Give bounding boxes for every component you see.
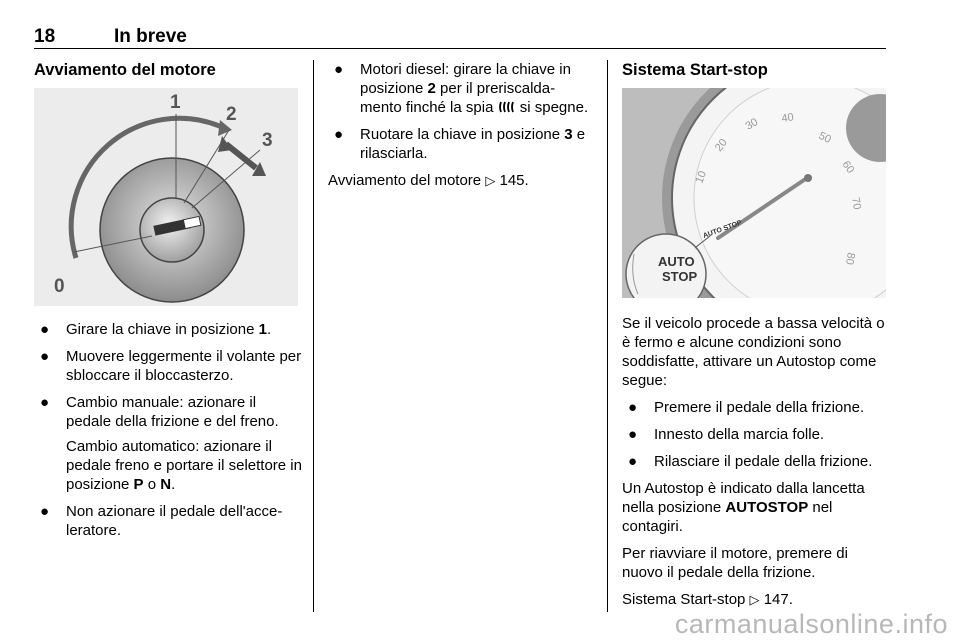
text: Rilasciare il pedale della frizione. xyxy=(654,453,873,470)
text: Innesto della marcia folle. xyxy=(654,426,825,443)
position-label: 3 xyxy=(262,130,273,151)
zoom-autostop-label: STOP xyxy=(662,269,698,284)
text: si spegne. xyxy=(515,99,589,116)
bold-text: 2 xyxy=(427,80,436,97)
glow-plug-icon xyxy=(498,100,516,114)
cross-reference[interactable] xyxy=(328,171,592,190)
reference-arrow-icon: ▷ xyxy=(749,592,760,607)
scale-label: 80 xyxy=(842,251,857,266)
tachometer-illustration xyxy=(622,88,886,298)
autostop-steps-list xyxy=(622,398,890,471)
text: Cambio manuale: azionare il pedale della frizione e del freno. xyxy=(66,394,279,430)
text: Cambio automatico: azionare il pedale freno e portare il selettore in posizione xyxy=(66,438,302,493)
scale-label: 70 xyxy=(849,196,863,211)
text: e rilasciarla. xyxy=(360,126,586,162)
text: Sistema Start-stop xyxy=(622,591,750,608)
page-number: 18 xyxy=(34,26,56,47)
bullet: ● xyxy=(40,503,50,520)
column-3 xyxy=(622,60,890,617)
list-item xyxy=(622,452,890,471)
text: . xyxy=(266,321,272,338)
position-label: 1 xyxy=(170,92,181,113)
watermark: carmanualsonline.info xyxy=(674,609,948,639)
bullet: ● xyxy=(628,399,638,416)
text: Non azionare il pedale dell'acce- leratore. xyxy=(66,503,283,539)
text: per il preriscalda- mento finché la spia xyxy=(360,80,556,116)
scale-label: 60 xyxy=(839,158,857,176)
list-item xyxy=(622,425,890,444)
list-item xyxy=(328,60,592,117)
bold-text: AUTOSTOP xyxy=(725,499,809,516)
heading-engine-start: Avviamento del motore xyxy=(34,61,216,79)
autostop-indicator-text xyxy=(622,479,890,536)
scale-label: 50 xyxy=(816,129,833,146)
start-steps-list xyxy=(34,320,302,431)
list-item xyxy=(34,320,302,339)
list-item xyxy=(34,347,302,385)
page-header xyxy=(34,22,886,49)
autostop-scale-label: AUTO STOP xyxy=(702,219,743,240)
column-divider xyxy=(607,60,608,612)
position-label: 2 xyxy=(226,104,237,125)
column-2 xyxy=(328,60,592,198)
column-1 xyxy=(34,60,302,548)
heading-start-stop: Sistema Start-stop xyxy=(622,61,768,79)
text: . xyxy=(524,172,529,189)
text: Muovere leggermente il volante per sbloccare il bloccasterzo. xyxy=(66,348,302,384)
text: nel contagiri. xyxy=(622,499,833,535)
ignition-switch-figure xyxy=(34,88,298,306)
scale-label: 40 xyxy=(780,111,795,125)
diesel-steps-list xyxy=(328,60,592,163)
text: Girare la chiave in posizione xyxy=(66,321,259,338)
automatic-transmission-note xyxy=(34,437,302,494)
text: o xyxy=(143,476,161,493)
scale-label: 10 xyxy=(693,169,710,186)
start-steps-list-cont xyxy=(34,502,302,540)
zoom-autostop-label: AUTO xyxy=(658,254,695,269)
text: Ruotare la chiave in posizione xyxy=(360,126,565,143)
text: Motori diesel: girare la chiave in posizione xyxy=(360,61,571,97)
list-item xyxy=(328,125,592,163)
list-item xyxy=(34,502,302,540)
tachometer-figure xyxy=(622,88,886,298)
autostop-intro: Se il veicolo procede a bassa velocità o è fermo e alcune condizioni sono soddisfatte, attivare un Autostop come segue: xyxy=(622,315,885,389)
bold-text: P xyxy=(133,476,144,493)
reference-arrow-icon: ▷ xyxy=(485,173,496,188)
scale-label: 30 xyxy=(743,116,761,133)
page-ref: 147 xyxy=(763,591,789,608)
page-ref: 145 xyxy=(499,172,525,189)
text: Avviamento del motore xyxy=(328,172,486,189)
restart-text: Per riavviare il motore, premere di nuovo il pedale della frizione. xyxy=(622,545,848,581)
bold-text: N xyxy=(160,476,172,493)
cross-reference[interactable] xyxy=(622,590,890,609)
column-divider xyxy=(313,60,314,612)
ignition-switch-illustration xyxy=(34,88,298,306)
bullet: ● xyxy=(40,394,50,411)
bold-text: 3 xyxy=(564,126,573,143)
bullet: ● xyxy=(334,61,344,78)
bullet: ● xyxy=(628,426,638,443)
bullet: ● xyxy=(40,321,50,338)
bullet: ● xyxy=(40,348,50,365)
text: . xyxy=(171,476,176,493)
list-item xyxy=(622,398,890,417)
text: Un Autostop è indicato dalla lancetta nella posizione xyxy=(622,480,865,516)
text: Premere il pedale della frizione. xyxy=(654,399,865,416)
section-title: In breve xyxy=(114,26,187,47)
bullet: ● xyxy=(334,126,344,143)
position-label: 0 xyxy=(54,276,65,297)
bullet: ● xyxy=(628,453,638,470)
text: . xyxy=(788,591,793,608)
scale-label: 20 xyxy=(712,136,730,154)
list-item xyxy=(34,393,302,431)
bold-text: 1 xyxy=(258,321,267,338)
